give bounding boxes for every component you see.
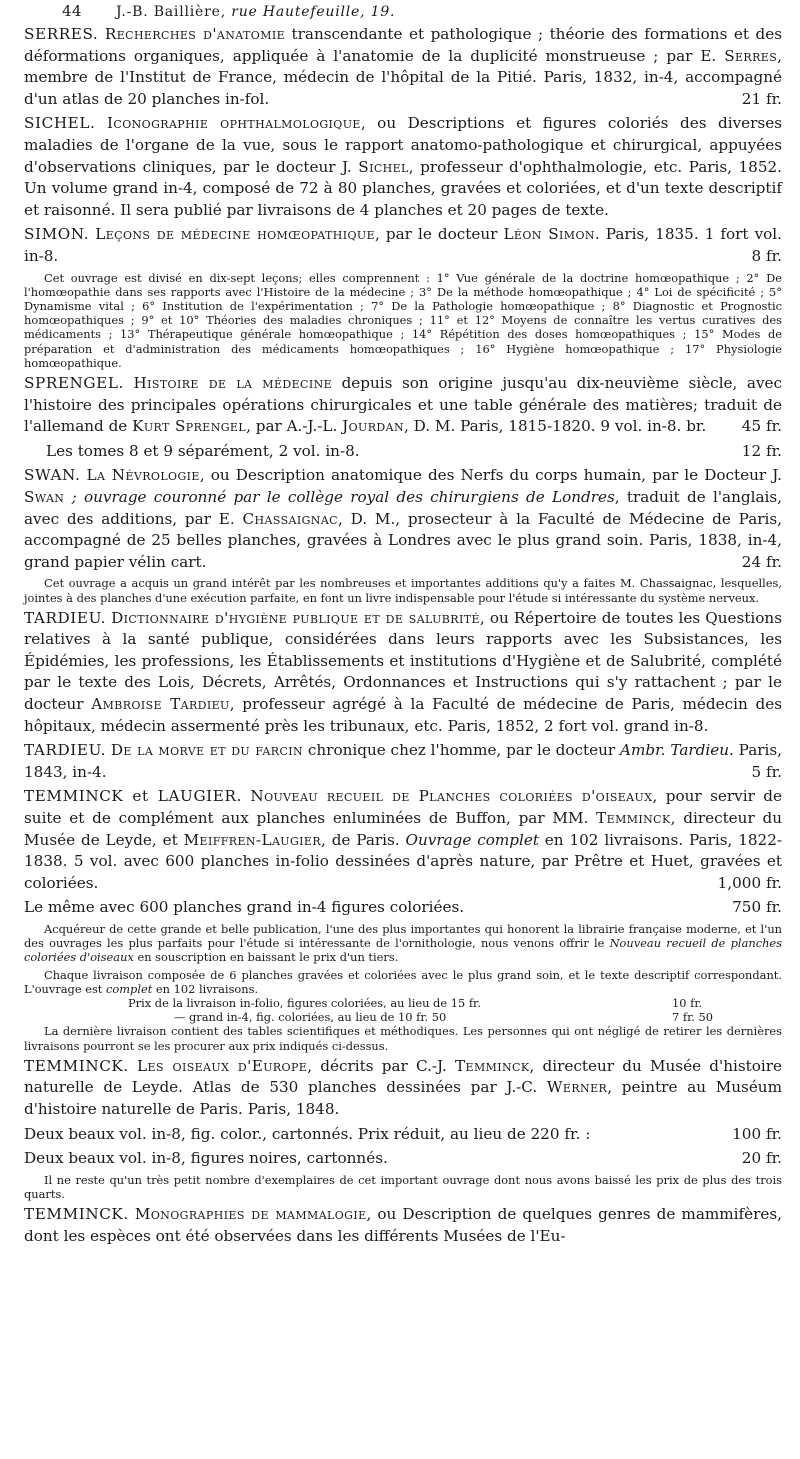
entry-author: SIMON. — [24, 225, 90, 244]
entry-price: 100 fr. — [732, 1124, 782, 1143]
price-row-value: 10 fr. — [672, 996, 703, 1011]
note-temminck-derniere: La dernière livraison contient des tables scientifiques et méthodiques. Les personnes qui ont négligé de retirer les dernières livraisons pourront se les procurer aux prix indiqués ci-dessus. — [24, 1024, 782, 1053]
entry-price: 8 fr. — [751, 246, 782, 265]
price-row-value: 7 fr. 50 — [672, 1010, 714, 1025]
entry-simon: SIMON. Leçons de médecine homœopathique, par le docteur Léon Simon. Paris, 1835. 1 fort vol. in-8. 8 fr. — [24, 224, 782, 267]
entry-price: 5 fr. — [751, 762, 782, 781]
entry-sprengel: SPRENGEL. Histoire de la médecine depuis son origine jusqu'au dix-neuvième siècle, avec l'histoire des principales opérations chirurgicales et une table générale des matières; traduit de l'allemand de Kurt Sprengel, par A.-J.-L. Jourdan, D. M. Paris, 1815-1820. 9 vol. in-8. br. 45 fr. — [24, 373, 782, 438]
entry-author: TARDIEU. — [24, 608, 106, 627]
note-temminck-livraison: Chaque livraison composée de 6 planches gravées et coloriées avec le plus grand soin, et le texte descriptif correspondant. L'ouvrage est complet en 102 livraisons. — [24, 967, 782, 996]
entry-author: TEMMINCK. — [24, 1056, 129, 1075]
entry-tardieu-dictionnaire: TARDIEU. Dictionnaire d'hygiène publique et de salubrité, ou Répertoire de toutes les Questions relatives à la santé publique, considérées dans leurs rapports avec les Subsistances, les Épidémies, les professions, les Établissements et institutions d'Hygiène et de Salubrité, complété par le texte des Lois, Décrets, Arrêtés, Ordonnances et Instructions qui s'y rattachent ; par le docteur Ambroise Tardieu, professeur agrégé à la Faculté de médecine de Paris, médecin des hôpitaux, médecin assermenté près les tribunaux, etc. Paris, 1852, 2 fort vol. grand in-8. — [24, 608, 782, 735]
entry-author: SPRENGEL. — [24, 373, 124, 392]
entry-price: 20 fr. — [741, 1149, 782, 1168]
entry-title: Leçons de médecine homœopathique — [95, 225, 376, 244]
entry-title: De la morve et du farcin — [110, 741, 304, 760]
entry-price: 21 fr. — [741, 89, 782, 108]
price-row-label: — grand in-4, fig. coloriées, au lieu de 10 fr. 50 — [174, 1010, 447, 1025]
entry-author: SICHEL. — [24, 114, 96, 133]
entry-swan: SWAN. La Névrologie, ou Description anatomique des Nerfs du corps humain, par le Docteur J. Swan ; ouvrage couronné par le collège royal des chirurgiens de Londres, traduit de l'anglais, avec des additions, par E. Chassaignac, D. M., prosecteur à la Faculté de Médecine de Paris, accompagné de 25 belles planches, gravées à Londres avec le plus grand soin. Paris, 1838, in-4, grand papier vélin cart. 24 fr. — [24, 465, 782, 573]
entry-sichel: SICHEL. Iconographie ophthalmologique, ou Descriptions et figures coloriés des diverses maladies de l'organe de la vue, sous le rapport anatomo-pathologique et chirurgical, appuyées d'observations cliniques, par le docteur J. Sichel, professeur d'ophthalmologie, etc. Paris, 1852. Un volume grand in-4, composé de 72 à 80 planches, gravées et coloriées, et d'un texte descriptif et raisonné. Il sera publié par livraisons de 4 planches et 20 pages de texte. — [24, 114, 782, 219]
entry-title: Monographies de mammalogie — [134, 1205, 367, 1224]
entry-price: 1,000 fr. — [717, 873, 782, 892]
entry-title: La Névrologie — [86, 466, 200, 485]
entry-author: TARDIEU. — [24, 741, 106, 760]
running-title — [116, 4, 395, 20]
note-temminck-acquisition: Acquéreur de cette grande et belle publication, l'une des plus importantes qui honorent la librairie française moderne, et l'un des ouvrages les plus parfaits pour l'étude si intéressante de l'ornithologie, nous venons offrir le Nouveau recueil de planches coloriées d'oiseaux en souscription en baissant le prix d'un tiers. — [24, 922, 782, 965]
entry-temminck-laugier: TEMMINCK et LAUGIER. Nouveau recueil de Planches coloriées d'oiseaux, pour servir de suite et de complément aux planches enluminées de Buffon, par MM. Temminck, directeur du Musée de Leyde, et Meiffren-Laugier, de Paris. Ouvrage complet en 102 livraisons. Paris, 1822-1838. 5 vol. avec 600 planches in-folio dessinées d'après nature, par Prêtre et Huet, gravées et coloriées. 1,000 fr. — [24, 786, 782, 894]
entry-sprengel-extra: Les tomes 8 et 9 séparément, 2 vol. in-8. 12 fr. — [24, 441, 782, 463]
price-row — [24, 996, 782, 1010]
note-temminck-oiseaux: Il ne reste qu'un très petit nombre d'exemplaires de cet important ouvrage dont nous avons baissé les prix de plus des trois quarts. — [24, 1172, 782, 1201]
publisher-name: J.-B. Baillière, — [116, 4, 226, 20]
entry-title: Dictionnaire d'hygiène publique et de salubrité — [111, 608, 480, 627]
entry-price: 24 fr. — [741, 552, 782, 571]
entry-temminck-laugier-extra: Le même avec 600 planches grand in-4 figures coloriées. 750 fr. — [24, 897, 782, 919]
running-head — [24, 0, 782, 22]
entry-title: Iconographie ophthalmologique — [107, 114, 361, 133]
entry-price: 12 fr. — [741, 441, 782, 460]
entry-serres: SERRES. Recherches d'anatomie transcendante et pathologique ; théorie des formations et des déformations organiques, appliquée à l'anatomie de la duplicité monstrueuse ; par E. Serres, membre de l'Institut de France, médecin de l'hôpital de la Pitié. Paris, 1832, in-4, accompagné d'un atlas de 20 planches in-fol. 21 fr. — [24, 24, 782, 110]
note-simon: Cet ouvrage est divisé en dix-sept leçons; elles comprennent : 1° Vue générale de la doctrine homœopathique ; 2° De l'homœopathie dans ses rapports avec l'Histoire de la médecine ; 3° De la méthode homœopathique ; 4° Loi de spécificité ; 5° Dynamisme vital ; 6° Institution de l'expérimentation ; 7° De la Pathologie homœopathique ; 8° Diagnostic et Prognostic homœopathiques ; 9° et 10° Théories des maladies chroniques ; 11° et 12° Moyens de connaître les vertus curatives des médicaments ; 13° Thérapeutique générale homœopathique ; 14° Répétition des doses homœopathiques ; 15° Modes de préparation et d'administration des médicaments homœopathiques ; 16° Hygiène homœopathique ; 17° Physiologie homœopathique. — [24, 270, 782, 370]
entry-price: 45 fr. — [741, 417, 782, 436]
entry-author: SWAN. — [24, 466, 81, 485]
note-swan: Cet ouvrage a acquis un grand intérêt par les nombreuses et importantes additions qu'y a faites M. Chassaignac, lesquelles, jointes à des planches d'une exécution parfaite, en font un livre indispensable pour l'étude si intéressante du système nerveux. — [24, 576, 782, 605]
entry-tardieu-morve: TARDIEU. De la morve et du farcin chronique chez l'homme, par le docteur Ambr. Tardieu. Paris, 1843, in-4. 5 fr. — [24, 740, 782, 783]
entry-author: TEMMINCK et LAUGIER. — [24, 787, 242, 806]
entry-temminck-mammalogie: TEMMINCK. Monographies de mammalogie, ou Description de quelques genres de mammifères, dont les espèces ont été observées dans les différents Musées de l'Eu- — [24, 1205, 783, 1245]
entry-temminck-oiseaux-color: Deux beaux vol. in-8, fig. color., cartonnés. Prix réduit, au lieu de 220 fr. : 100 fr. — [24, 1124, 782, 1146]
publisher-address: rue Hautefeuille, 19. — [231, 4, 396, 20]
page-number: 44 — [62, 2, 83, 20]
price-table — [24, 996, 782, 1024]
entry-temminck-oiseaux-noires: Deux beaux vol. in-8, figures noires, cartonnés. 20 fr. — [24, 1148, 782, 1170]
price-row — [24, 1010, 782, 1024]
entry-temminck-oiseaux-europe: TEMMINCK. Les oiseaux d'Europe, décrits par C.-J. Temminck, directeur du Musée d'histoire naturelle de Leyde. Atlas de 530 planches dessinées par J.-C. Werner, peintre au Muséum d'histoire naturelle de Paris. Paris, 1848. — [24, 1056, 782, 1118]
entry-price: 750 fr. — [732, 898, 782, 917]
entry-title: Histoire de la médecine — [133, 373, 333, 392]
entry-author: TEMMINCK. — [24, 1205, 129, 1224]
entry-title: Nouveau recueil de Planches coloriées d'oiseaux — [250, 787, 653, 806]
entry-title: Recherches d'anatomie — [104, 25, 286, 43]
entry-author: SERRES. — [24, 25, 99, 43]
price-row-label: Prix de la livraison in-folio, figures coloriées, au lieu de 15 fr. — [128, 996, 481, 1011]
entry-title: Les oiseaux d'Europe — [137, 1056, 308, 1075]
